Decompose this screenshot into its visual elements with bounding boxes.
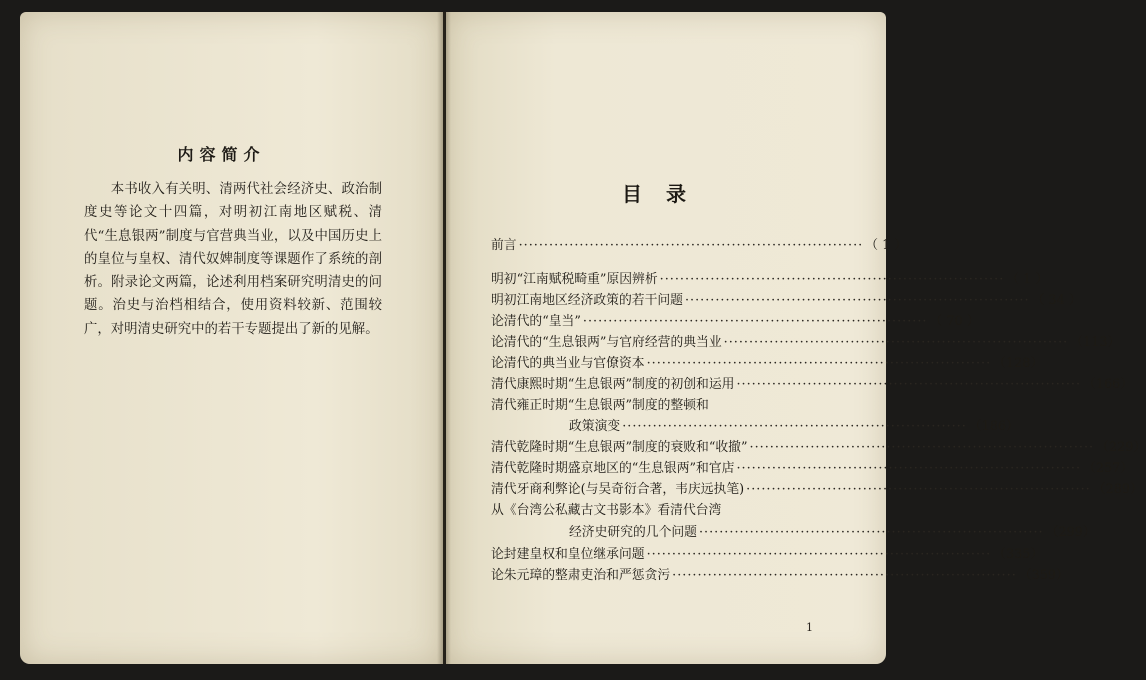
toc-entry-title: 清代雍正时期“生息银两”制度的整顿和 xyxy=(491,398,709,413)
toc-entry-title: 清代康熙时期“生息银两”制度的初创和运用 xyxy=(491,377,735,392)
toc-entry-title: 清代牙商利弊论(与吴奇衍合著，韦庆远执笔) xyxy=(491,482,745,497)
toc-entry-page: （257） xyxy=(1083,461,1134,476)
toc-entry xyxy=(491,523,1096,543)
toc-leader: ···································································· xyxy=(518,238,864,253)
toc-entry xyxy=(491,333,1121,353)
toc-entry-title: 论清代的“皇当” xyxy=(491,314,581,329)
toc-entry-page: （ 70 ） xyxy=(929,314,980,329)
toc-entry-title: 论清代的“生息银两”与官府经营的典当业 xyxy=(491,335,722,350)
toc-entry-title: 清代乾隆时期盛京地区的“生息银两”和官店 xyxy=(491,461,735,476)
toc-entry-title: 清代乾隆时期“生息银两”制度的衰败和“收撤” xyxy=(491,440,748,455)
toc-entry xyxy=(491,459,1134,479)
toc-entry xyxy=(491,354,1044,374)
toc-entry-page: （186） xyxy=(968,419,1019,434)
toc-entry-page: （289） xyxy=(1092,482,1143,497)
toc-entry-title: 政策演变 xyxy=(569,419,621,434)
toc-entry-title: 经济史研究的几个问题 xyxy=(569,525,697,540)
toc-entry xyxy=(491,312,980,332)
toc-leader: ···································································· xyxy=(646,356,992,371)
toc-entry xyxy=(491,566,1069,586)
toc-entry-title: 论封建皇权和皇位继承问题 xyxy=(491,547,645,562)
toc-entry-page: （166） xyxy=(1083,377,1134,392)
content-summary-text xyxy=(84,178,382,341)
toc-leader: ···································································· xyxy=(749,440,1095,455)
toc-leader: ···································································· xyxy=(672,568,1017,583)
toc-leader: ···································································· xyxy=(736,377,1082,392)
toc-leader: ···································································· xyxy=(736,461,1082,476)
toc-leader: ···································································· xyxy=(684,293,1030,308)
toc-entry-title: 明初江南地区经济政策的若干问题 xyxy=(491,293,683,308)
toc-entry-page: （299） xyxy=(1045,525,1096,540)
summary-paragraph: 本书收入有关明、清两代社会经济史、政治制度史等论文十四篇，对明初江南地区赋税、清代“生息银两”制度与官营典当业，以及中国历史上的皇位与皇权、清代奴婢制度等课题作了系统的剖析。附录论文两篇，论述利用档案研究明清史的问题。治史与治档相结合，使用资料较新、范围较广，对明清史研究中的若干专题提出了新的见解。 xyxy=(84,182,382,337)
toc-entry xyxy=(491,396,831,416)
toc-entry-title: 论朱元璋的整肃吏治和严惩贪污 xyxy=(491,568,671,583)
toc-entry xyxy=(491,417,1019,437)
toc-entry-page: （ 1 ） xyxy=(865,238,908,253)
toc-leader: ···································································· xyxy=(698,525,1044,540)
toc-entry-page: （128） xyxy=(993,356,1044,371)
toc-entry-title: 明初“江南赋税畸重”原因辨析 xyxy=(491,272,658,287)
toc-entry-title: 从《台湾公私藏古文书影本》看清代台湾 xyxy=(491,503,722,518)
toc-leader: ···································································· xyxy=(659,272,1005,287)
toc-entry-page: （359） xyxy=(1018,568,1069,583)
toc-entry-page: （ 34 ） xyxy=(1031,293,1082,308)
toc-entry xyxy=(491,291,1082,311)
toc-entry xyxy=(491,375,1134,395)
toc-entry-page: （335） xyxy=(993,547,1044,562)
toc-entry-page: （113） xyxy=(1070,335,1121,350)
page-number: 1 xyxy=(806,621,813,634)
toc-leader: ···································································· xyxy=(622,419,967,434)
toc-leader: ···································································· xyxy=(582,314,928,329)
toc-entry xyxy=(491,501,831,521)
toc-leader: ···································································· xyxy=(646,547,992,562)
toc-entry xyxy=(491,480,1143,500)
toc-entry-page: （ 1 ） xyxy=(1006,272,1049,287)
toc-entry xyxy=(491,236,908,256)
toc-entry xyxy=(491,545,1044,565)
book-gutter xyxy=(437,12,451,664)
toc-entry xyxy=(491,270,1049,290)
content-summary-heading: 内容简介 xyxy=(177,145,266,164)
toc-entry-title: 前言 xyxy=(491,238,517,253)
toc-entry xyxy=(491,438,1146,458)
toc-leader: ···································································· xyxy=(746,482,1091,497)
toc-heading: 目录 xyxy=(622,182,710,206)
toc-leader: ···································································· xyxy=(723,335,1069,350)
toc-entry-title: 论清代的典当业与官僚资本 xyxy=(491,356,645,371)
toc-entry-page: （229） xyxy=(1096,440,1146,455)
